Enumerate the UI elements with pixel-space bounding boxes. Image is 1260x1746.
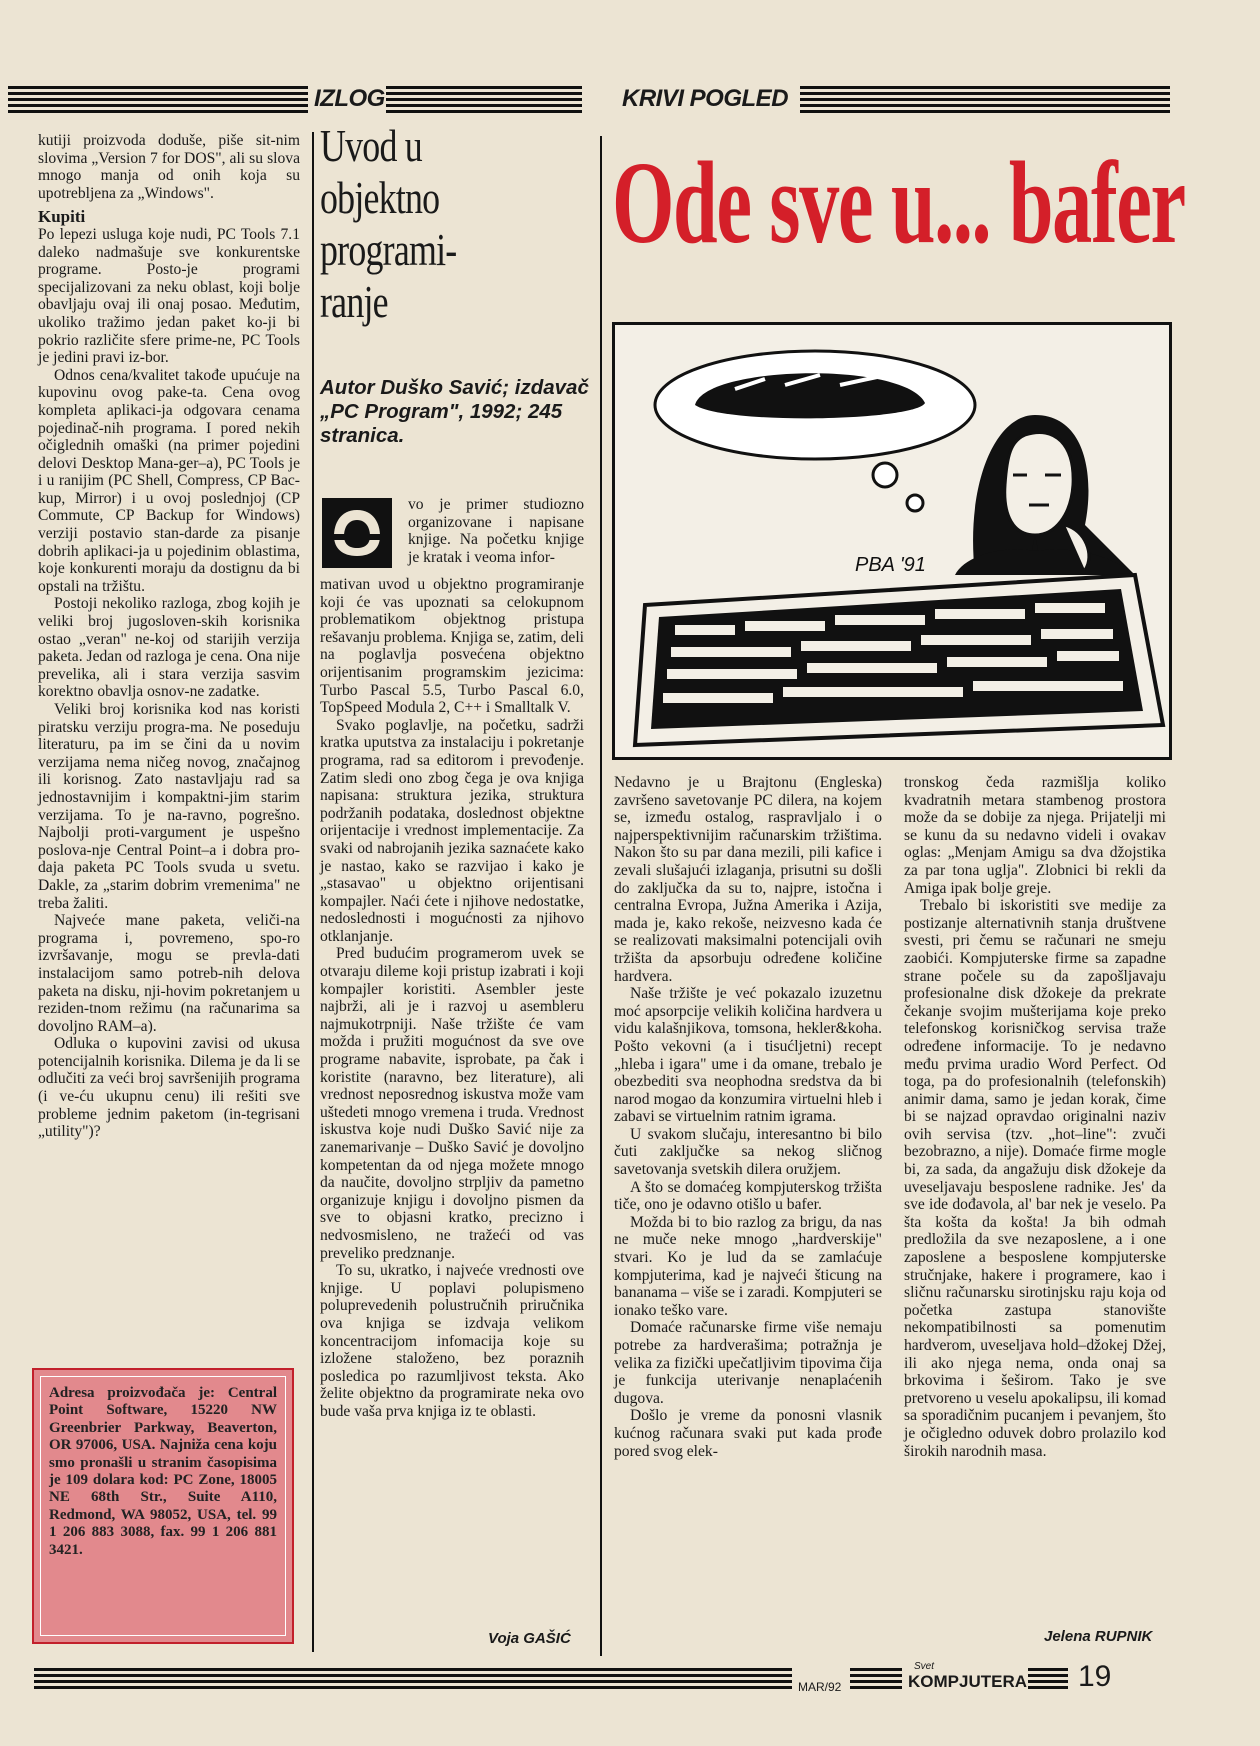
opinion-column-1 [614, 774, 882, 1460]
left-intro-paragraph: kutiji proizvoda doduše, piše sit-nim slovima „Version 7 for DOS", ali su slova mnogo manja od onih koja su upotrebljena za „Windows". [38, 132, 300, 202]
cartoonist-signature: PBA '91 [855, 554, 926, 576]
address-text: Adresa proizvođača je: Central Point Software, 15220 NW Greenbrier Parkway, Beaverton, OR 97006, USA. Najniža cena koju smo pronašli u stranim časopisima je 109 dolara kod: PC Zone, 18005 NE 68th Str., Suite A110, Redmond, WA 98052, USA, tel. 99 1 206 883 3088, fax. 99 1 206 881 3421. [40, 1376, 286, 1636]
brand-name: KOMPJUTERA [908, 1672, 1028, 1691]
krivi-pogled-label: KRIVI POGLED [616, 84, 794, 114]
opinion-paragraph: Došlo je vreme da ponosni vlasnik kućnog računara svaki put kada prođe pored svog elek- [614, 1407, 882, 1460]
book-title-line: Uvod u [320, 120, 422, 171]
opinion-paragraph: Naše tržište je već pokazalo izuzetnu moć apsorpcije velikih količina hardvera u vidu kalašnjikova, tomsona, hekler&koha. Pošto vekovni (a i tisućljetni) recept „hleba i igara" ume i da omane, trebalo je obezbediti sva neophodna sredstva da bi narod mogao da konzumira virtuelni hleb i zabavi se virtuelnim ratnim igrama. [614, 985, 882, 1126]
opinion-paragraph: Nedavno je u Brajtonu (Engleska) završeno savetovanje PC dilera, na kojem se, između ostalog, raspravljalo i o najperspektivnijim računarskim tržištima. Nakon što su par dana mezili, pili kafice i zevali slušajući izlaganja, prisutni su došli do zaključka da su to, najpre, istočna i centralna Evropa, Južna Amerika i Azija, mada je, kako rekoše, neizvesno kada će se realizovati maksimalni potencijali ovih tržišta da apsorbuju određene količine hardvera. [614, 774, 882, 985]
book-paragraph: Pred budućim programerom uvek se otvaraju dileme koji pristup izabrati i koji kompajler koristiti. Asembler jeste najbrži, ali je i razvoj u asembleru najmukotrpniji. Naše tržište će vam možda i pružiti mogućnost da sve ove programe nabavite, isprobate, pa čak i koristite (naravno, bez literature), ali vrednost neposrednog iskustva može vam uštedeti mnogo vremena i truda. Vrednost iskustva koje nudi Duško Savić nije za zanemarivanje – Duško Savić je dovoljno kompetentan da od njega možete mnogo da naučite, dovoljno strpljiv da pametno organizuje knjigu i dovoljno pismen da sve to objasni kratko, precizno i nedvosmisleno, ne tražeći od vas preveliko predznanje. [320, 945, 584, 1262]
opinion-paragraph: Možda bi to bio razlog za brigu, da nas ne muče neke mnogo „hardverskije" stvari. Ko je lud da se zamlaćuje kompjuterima, kad je najveći šticung na bananama – više se i zaradi. Kompjuteri se ionako teško vare. [614, 1213, 882, 1319]
izlog-label: IZLOG [308, 84, 391, 114]
header-rule-right [800, 86, 1170, 113]
header-rule-left [8, 86, 308, 113]
brand-top: Svet [914, 1661, 935, 1672]
page-number: 19 [1078, 1660, 1112, 1693]
book-column [320, 576, 584, 1421]
book-paragraph: Svako poglavlje, na početku, sadrži kratka uputstva za instalaciju i pokretanje programa, rad sa editorom i prevođenje. Zatim sledi ono zbog čega je ova knjiga napisana: struktura jezika, struktura podržanih podataka, doslednost objektne orijentacije i vrednost implementacije. Za svaki od nabrojanih jezika saznaćete kako je nastao, kako se razvijao i kako je „stasavao" u objektno orijentisani kompajler. Naći ćete i njihove nedostatke, nedoslednosti i mogućnosti za njihovo otklanjanje. [320, 716, 584, 945]
opinion-paragraph: A što se domaćeg kompjuterskog tržišta tiče, ono je odavno otišlo u bafer. [614, 1178, 882, 1214]
book-meta: Autor Duško Savić; izdavač „PC Program", 1992; 245 stranica. [320, 376, 589, 447]
opinion-paragraph: Trebalo bi iskoristiti sve medije za postizanje alternativnih stanja društvene svesti, pri čemu se računari ne smeju zaobići. Kompjuterske firme sa zapadne strane počele su da zapošljavaju profesionalne disk džokeje da prekrate čekanje svojim mušterijama koje preko telefonskog korisničkog servisa traže određene informacije. To je nedavno među prvima uradio Word Perfect. Od toga, pa do profesionalnih (telefonskih) animir dama, samo je jedan korak, čime bi se najzad opravdao originalni naziv ovih servisa (tzv. „hot–line": zvuči bezobrazno, a nije). Domaće firme mogle bi, za sada, da angažuju disk džokeje da uveseljavaju besposlene radnike. Jes' da sve ide dođavola, al' bar nek je veselo. Pa šta košta da košta! Ja bih odmah predložila da sve nezaposlene, a i one zaposlene a besposlene kompjuterske stručnjake, hakere i programere, kao i sličnu računarsku sirotinjsku raju koja od početka zastupa stanovište nekompatibilnosti sa pomenutim hardverom, uveseljava hold–džokej Džej, ili ako njega nema, onda onaj sa brkovima i šeširom. Tako je sve pretvoreno u veselu apokalipsu, ili komad sa sporadičnim pucanjem i pevanjem, što je očigledno oduvek dobro prolazilo kod širokih narodnih masa. [904, 897, 1166, 1460]
left-paragraph: Najveće mane paketa, veliči-na programa i, povremeno, spo-ro izvršavanje, mogu se prevla-dati instalacijom samo potreb-nih delova paketa na disku, nji-hovim pokretanjem u reziden-tnom režimu (na računarima sa dovoljno RAM–a). [38, 912, 300, 1035]
book-title-line: objektno [320, 172, 440, 223]
footer-rule-right [1028, 1668, 1068, 1692]
opinion-paragraph: tronskog čeda razmišlja koliko kvadratnih metara stambenog prostora može da se dobije za njega. Prijatelji mi se kunu da su nedavno videli i ovakav oglas: „Menjam Amigu sa dva džojstika za par tona uglja". Zlobnici bi rekli da Amiga ipak bolje greje. [904, 774, 1166, 897]
opinion-column-2 [904, 774, 1166, 1460]
left-paragraph: Veliki broj korisnika kod nas koristi piratsku verziju progra-ma. Ne poseduju literaturu, pa im se čini da u novim verzijama nema ničeg novog, značajnog ili korisnog. Zato nastavljaju rad sa jednostavnijim i kompaktni-jim starim verzijama. To je na-ravno, pogrešno. Najbolji proti-vargument je uspešno poslova-nje Central Point–a i dobra pro-daja paketa PC Tools svuda u svetu. Dakle, za „starim dobrim vremenima" ne treba žaliti. [38, 701, 300, 912]
left-paragraph: Po lepezi usluga koje nudi, PC Tools 7.1 daleko nadmašuje sve konkurentske programe. Posto-je programi specijalizovani za neku oblast, koji bolje obavljaju ovaj ili onaj posao. Međutim, ukoliko tražimo jedan paket ko-ji bi pokrio različite sfere prime-ne, PC Tools je jedini pravi iz-bor. [38, 225, 300, 367]
column-divider [600, 136, 602, 1656]
left-paragraph: Postoji nekoliko razloga, zbog kojih je veliki broj jugosloven-skih korisnika ostao „veran" ne-koj od starijih verzija paketa. Jedan od razloga je cena. Ona nije prevelika, ali i stara verzija sasvim korektno obavlja osnov-ne zadatke. [38, 595, 300, 701]
book-paragraph: To su, ukratko, i najveće vrednosti ove knjige. U poplavi polupismeno poluprevedenih polustručnih priručnika ova knjiga se izdvaja velikom koncentracijom infomacija koje su izložene staloženo, bez poraznih posledica po razumljivost teksta. Ako želite objektno da programirate neka ovo bude vaša prva knjiga iz te oblasti. [320, 1262, 584, 1420]
footer-rule-left [34, 1668, 792, 1692]
opinion-paragraph: Domaće računarske firme više nemaju potrebe za hardverašima; potražnja je velika za fizički upečatljivim tipovima čija je funkcija uterivanje nenaplaćenih dugova. [614, 1319, 882, 1407]
left-paragraph: Odnos cena/kvalitet takođe upućuje na kupovinu ovog pake-ta. Cena ovog kompleta aplikaci-ja odgovara cenama pojedinač-nih programa. I pored nekih očiglednih omaški (na primer pojedini delovi Desktop Mana-ger–a), PC Tools je i u ranijim (PC Shell, Compress, CP Bac-kup, Mirror) i u ovoj poslednjoj (CP Commute, CP Backup for Windows) verziji postavio stan-darde za pisanje dobrih aplikaci-ja u pojedinim oblastima, koje konkurenti moraju da dostignu da bi opstali na tržištu. [38, 366, 300, 595]
left-paragraph: Odluka o kupovini zavisi od ukusa potencijalnih korisnika. Dilema je da li se odlučiti za veći broj savršenijih programa (i ve-ću ukupnu cenu) ili rešiti sve probleme jednim paketom (in-tegrisani „utility")? [38, 1035, 300, 1141]
publisher-logo-icon [322, 498, 392, 568]
address-box [32, 1368, 294, 1644]
cartoon-illustration [612, 322, 1172, 760]
book-review-author: Voja GAŠIĆ [488, 1630, 571, 1647]
opinion-author: Jelena RUPNIK [1044, 1628, 1153, 1645]
header-rule-mid [386, 86, 582, 113]
book-title [320, 120, 620, 328]
cartoon-drawing [615, 325, 1169, 757]
book-paragraph-start: vo je primer studiozno organizovane i napisane knjige. Na početku knjige je kratak i veoma infor- [408, 496, 584, 566]
subhead-kupiti: Kupiti [38, 207, 86, 227]
column-divider [312, 132, 314, 1652]
left-column [38, 132, 300, 1141]
issue-date: MAR/92 [798, 1680, 842, 1694]
book-title-line: programi- [320, 224, 457, 275]
opinion-paragraph: U svakom slučaju, interesantno bi bilo čuti zaključke sa nekog sličnog savetovanja svetskih dilera oružjem. [614, 1125, 882, 1179]
footer-rule-mid [850, 1668, 902, 1692]
book-paragraph: mativan uvod u objektno programiranje koji će vas upoznati sa celokupnom problematikom objektnog pristupa rešavanju problema. Knjiga se, zatim, deli na poglavlja posvećena objektno orijentisanim programskim jezicima: Turbo Pascal 5.5, Turbo Pascal 6.0, TopSpeed Modula 2, C++ i Smalltalk V. [320, 576, 584, 717]
brand-logo [908, 1662, 1027, 1692]
opinion-title: Ode sve u... bafer [612, 137, 1185, 268]
book-para-wrap [408, 496, 584, 566]
book-title-line: ranje [320, 276, 388, 327]
